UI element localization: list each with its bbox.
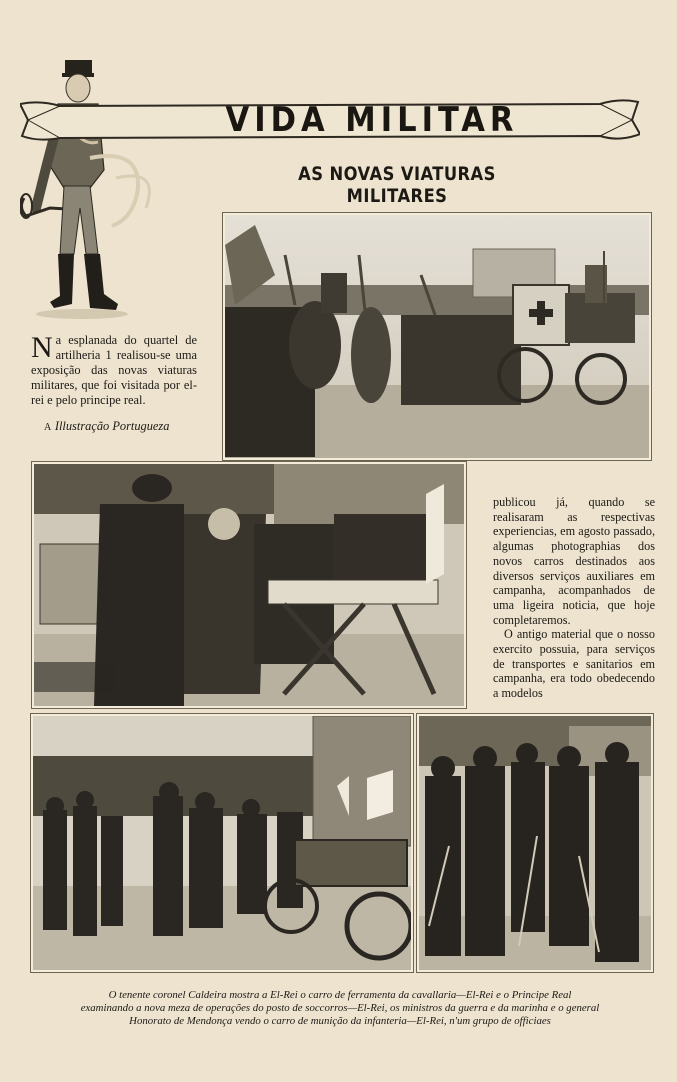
signature-name: Illustração Portugueza [54,419,170,433]
caption-line-3: Honorato de Mendonça vendo o carro de munição da infanteria—El-Rei, n'um grupo de officiaes [129,1015,551,1028]
photo-officers-group [417,714,653,972]
photo-ammunition-cart [31,714,413,972]
photo-operating-table [32,462,466,708]
intro-text: a esplanada do quartel de artilheria 1 realisou-se uma exposição das novas viaturas militares, que foi visitada por el-rei e pelo principe real. [31,333,197,407]
publication-signature [44,419,204,434]
intro-paragraph [31,333,197,408]
signature-prefix: A [44,422,52,433]
continuation-column [493,495,655,701]
continuation-paragraph-2: O antigo material que o nosso exercito possuia, para serviços de transportes e sanitarios em campanha, era todo obedecendo a modelos [493,627,655,701]
caption-line-2: examinando a nova meza de operações do posto de soccorros—El-Rei, os ministros da guerra e da marinha e o general [80,1002,600,1015]
photo-wagons-exhibition [223,213,651,460]
intro-dropcap: N [31,331,53,364]
article-headline: AS NOVAS VIATURAS MILITARES [298,163,496,207]
photo-caption [20,989,660,1029]
masthead-banner [20,98,640,142]
masthead-title: VIDA MILITAR [225,100,519,140]
continuation-paragraph-1: publicou já, quando se realisaram as respectivas experiencias, em agosto passado, algumas photographias dos novos carros destinados aos diversos serviços auxiliares em campanha, acompanhados de uma ligeira noticia, que hoje completaremos. [493,495,655,627]
caption-line-1: O tenente coronel Caldeira mostra a El-Rei o carro de ferramenta da cavallaria—El-Rei e o Principe Real [108,989,572,1001]
